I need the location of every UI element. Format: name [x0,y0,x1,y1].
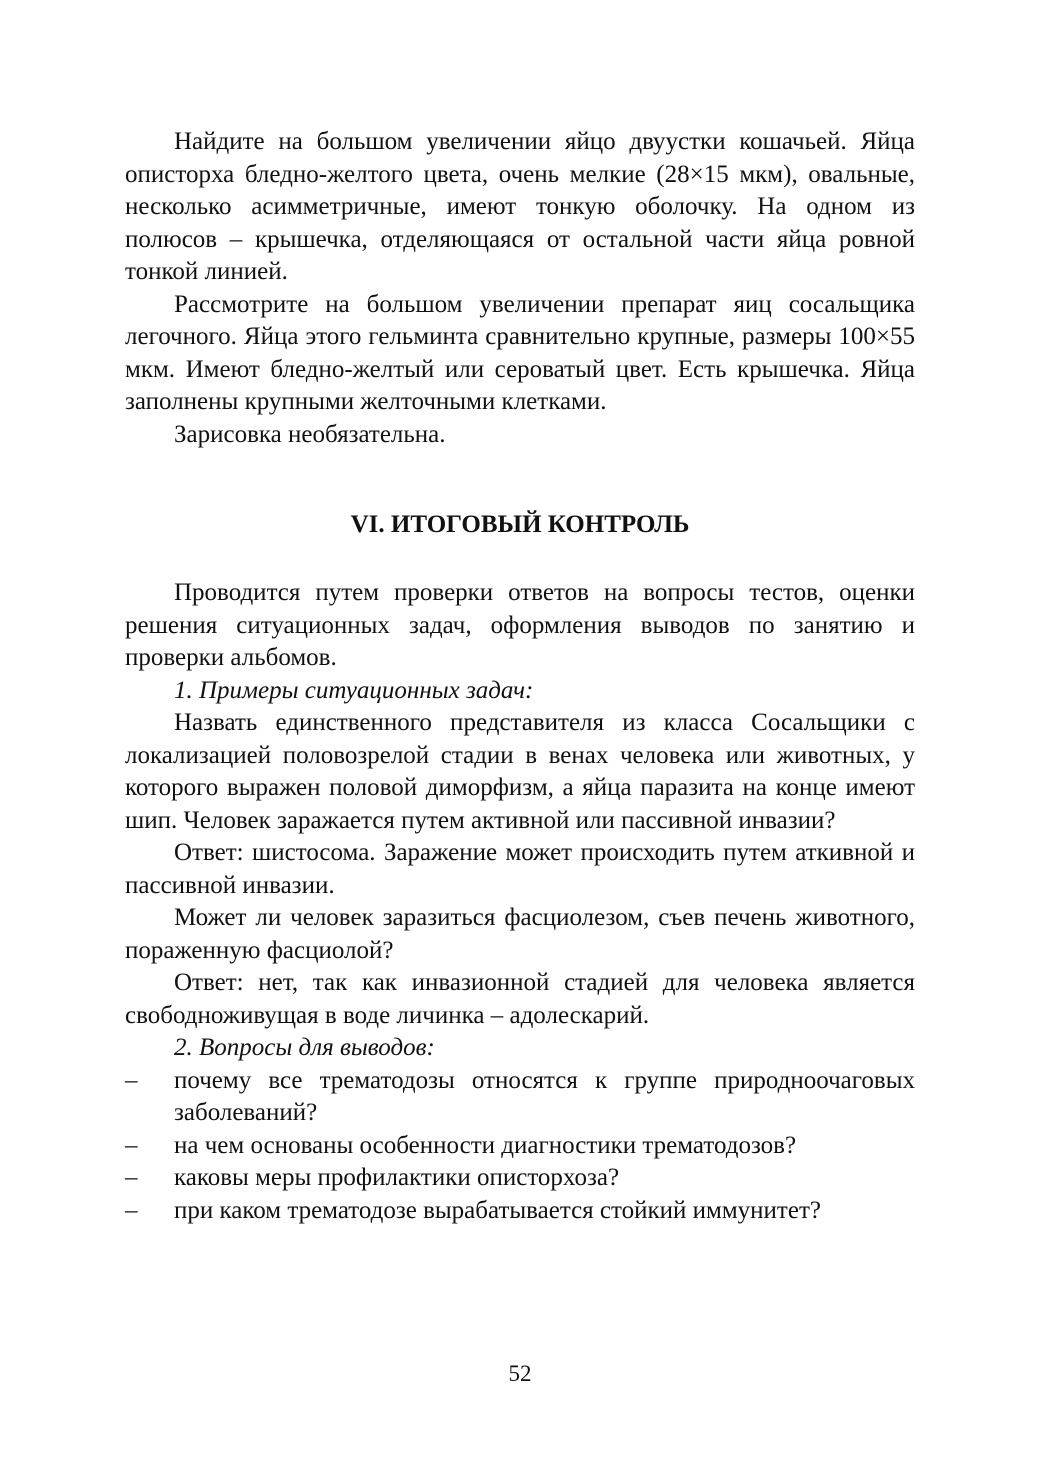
page-number: 52 [508,1361,532,1386]
bullet-dash: – [125,1066,138,1094]
task-answer-schistosoma: Ответ: шистосома. Заражение может происходить путем аткивной и пассивной инвазии. [125,839,915,899]
paragraph-opisthorchis-eggs: Найдите на большом увеличении яйцо двуустки кошачьей. Яйца описторха бледно-желтого цвета, очень мелкие (28×15 мкм), овальные, несколько асимметричные, имеют тонкую оболочку. На одном из полюсов – крышечка, отделяющаяся от остальной части яйца ровной тонкой линией. [125,128,915,285]
section-heading: VI. ИТОГОВЫЙ КОНТРОЛЬ [350,511,690,538]
task-answer-fasciola: Ответ: нет, так как инвазионной стадией для человека является свободноживущая в воде личинка – адолескарий. [125,969,915,1029]
section-intro-paragraph: Проводится путем проверки ответов на вопросы тестов, оценки решения ситуационных задач, оформления выводов по занятию и проверки альбомов. [125,579,915,671]
list-item [125,1162,915,1195]
intro-block [125,126,915,451]
list-item [125,1130,915,1163]
bullet-dash: – [125,1196,138,1224]
list-item [125,1195,915,1228]
final-control-block [125,577,915,1227]
question-text: каковы меры профилактики описторхоза? [174,1164,620,1191]
tasks-subheading: 1. Примеры ситуационных задач: [174,676,534,704]
paragraph-drawing-note: Зарисовка необязательна. [174,420,446,448]
question-text: на чем основаны особенности диагностики трематодозов? [174,1131,797,1159]
conclusion-questions-list [125,1065,915,1228]
questions-subheading: 2. Вопросы для выводов: [174,1034,435,1061]
task-question-schistosoma: Назвать единственного представителя из класса Сосальщики с локализацией половозрелой стадии в венах человека или животных, у которого выражен половой диморфизм, а яйца паразита на конце имеют шип. Человек заражается путем активной или пассивной инвазии? [125,709,915,834]
bullet-dash: – [125,1131,138,1159]
question-text: при каком трематодозе вырабатывается стойкий иммунитет? [174,1196,821,1224]
question-text: почему все трематодозы относятся к группе природноочаговых заболеваний? [174,1066,915,1126]
paragraph-paragonimus-eggs: Рассмотрите на большом увеличении препарат яиц сосальщика легочного. Яйца этого гельминта сравнительно крупные, размеры 100×55 мкм. Имеют бледно-желтый или сероватый цвет. Есть крышечка. Яйца заполнены крупными желточными клетками. [125,290,915,415]
bullet-dash: – [125,1164,138,1191]
list-item [125,1065,915,1130]
task-question-fasciola: Может ли человек заразиться фасциолезом, съев печень животного, пораженную фасциолой? [125,904,915,964]
